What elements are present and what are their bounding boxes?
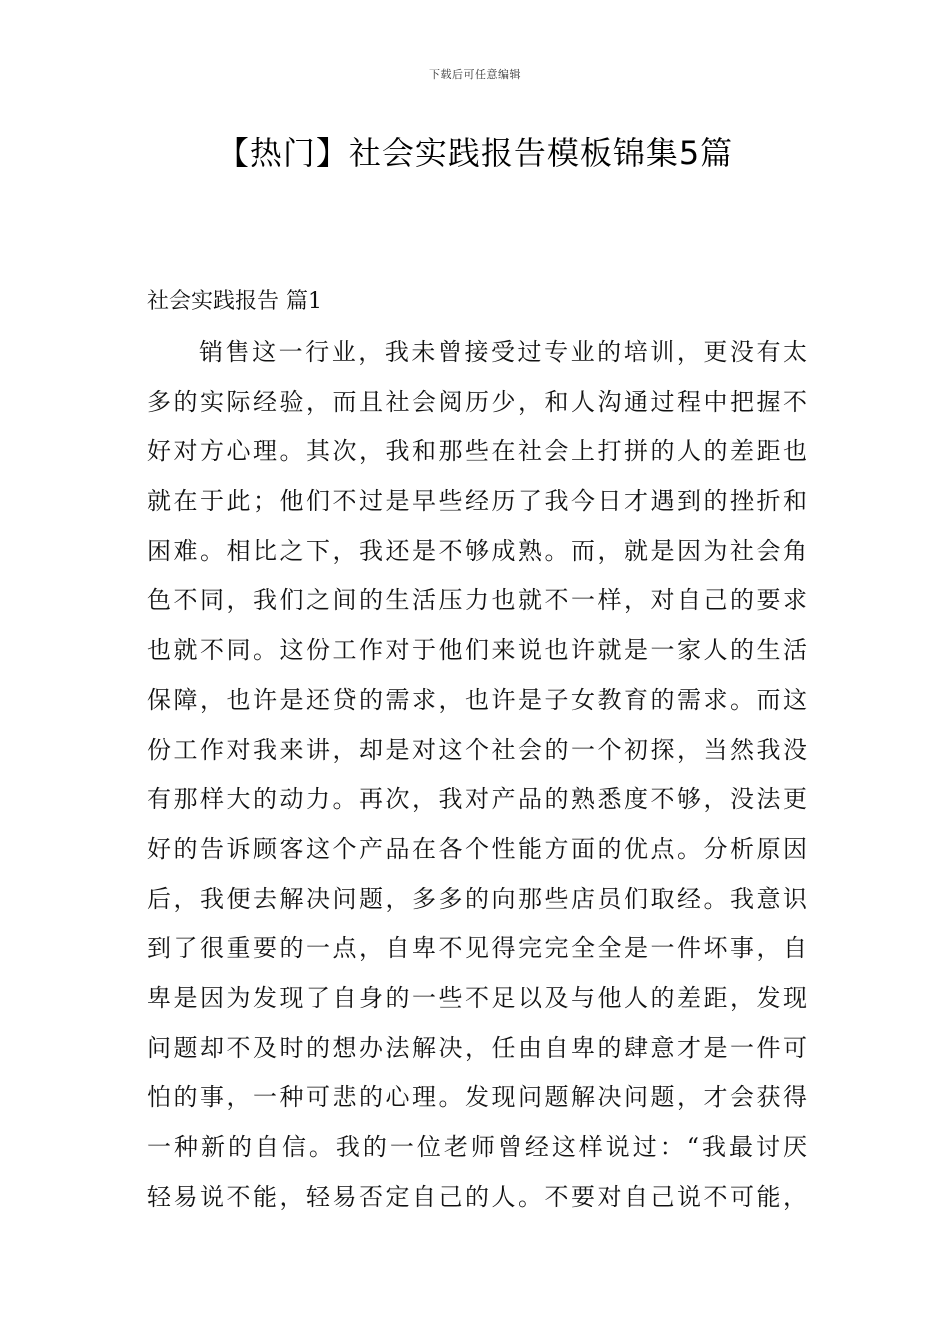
paragraph-line: 问题却不及时的想办法解决，任由自卑的肆意才是一件可 [147, 1033, 807, 1062]
paragraph-line: 销售这一行业，我未曾接受过专业的培训，更没有太 [199, 338, 807, 366]
paragraph-line: 后，我便去解决问题，多多的向那些店员们取经。我意识 [147, 884, 807, 913]
header-note: 下载后可任意编辑 [429, 68, 521, 81]
paragraph-line: 轻易说不能，轻易否定自己的人。不要对自己说不可能， [147, 1182, 807, 1211]
paragraph-line: 份工作对我来讲，却是对这个社会的一个初探，当然我没 [147, 735, 807, 764]
paragraph-line: 好对方心理。其次，我和那些在社会上打拼的人的差距也 [147, 437, 807, 466]
paragraph-line: 多的实际经验，而且社会阅历少，和人沟通过程中把握不 [147, 387, 807, 416]
body-paragraph [147, 328, 807, 1222]
paragraph-line: 怕的事，一种可悲的心理。发现问题解决问题，才会获得 [147, 1083, 807, 1112]
paragraph-line: 到了很重要的一点，自卑不见得完完全全是一件坏事，自 [147, 934, 807, 963]
paragraph-line: 保障，也许是还贷的需求，也许是子女教育的需求。而这 [147, 685, 807, 714]
section-heading: 社会实践报告 篇1 [147, 289, 322, 314]
paragraph-line: 一种新的自信。我的一位老师曾经这样说过：“我最讨厌 [147, 1133, 807, 1161]
paragraph-line: 卑是因为发现了自身的一些不足以及与他人的差距，发现 [147, 983, 807, 1012]
document-title: 【热门】社会实践报告模板锦集5篇 [216, 134, 734, 172]
paragraph-line: 有那样大的动力。再次，我对产品的熟悉度不够，没法更 [147, 785, 807, 814]
paragraph-line: 也就不同。这份工作对于他们来说也许就是一家人的生活 [147, 636, 807, 665]
paragraph-line: 色不同，我们之间的生活压力也就不一样，对自己的要求 [147, 586, 807, 615]
paragraph-line: 好的告诉顾客这个产品在各个性能方面的优点。分析原因 [147, 834, 807, 863]
paragraph-line: 困难。相比之下，我还是不够成熟。而，就是因为社会角 [147, 536, 807, 565]
paragraph-line: 就在于此；他们不过是早些经历了我今日才遇到的挫折和 [147, 487, 807, 516]
